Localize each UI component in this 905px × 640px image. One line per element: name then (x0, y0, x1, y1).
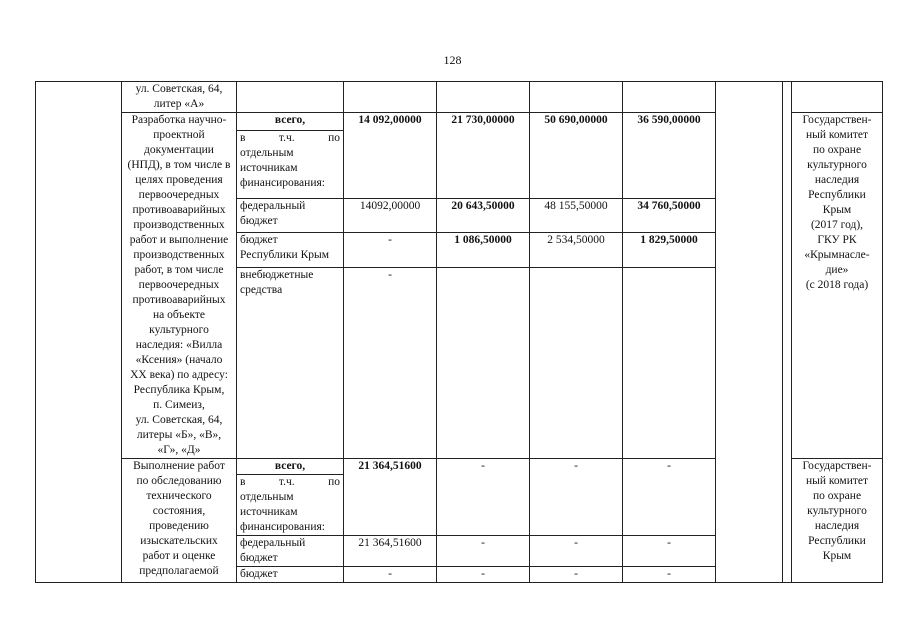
value-cell: 14092,00000 (344, 198, 437, 233)
source-label-incl: в т.ч. по отдельным источникам финансирования: (237, 475, 344, 536)
table-row (36, 82, 883, 113)
value-cell: 2 534,50000 (530, 233, 623, 268)
value-cell: - (530, 536, 623, 567)
source-label-budget: бюджет (237, 567, 344, 583)
value-cell: - (437, 567, 530, 583)
empty-first-column (36, 82, 122, 583)
value-cell: - (344, 567, 437, 583)
executor-cell-2: Государствен- ный комитет по охране культурного наследия Республики Крым (792, 459, 883, 583)
value-cell (530, 268, 623, 459)
value-cell: - (530, 459, 623, 536)
value-cell: 1 829,50000 (623, 233, 716, 268)
value-cell: - (437, 459, 530, 536)
value-cell (437, 268, 530, 459)
measure-description-2: Выполнение работ по обследованию технического состояния, проведению изыскательских работ и оценке предполагаемой (122, 459, 237, 583)
value-cell: - (530, 567, 623, 583)
executor-cell-top (792, 82, 883, 113)
source-label-federal: федеральный бюджет (237, 198, 344, 233)
value-cell: 1 086,50000 (437, 233, 530, 268)
value-cell: - (437, 536, 530, 567)
source-label-total: всего, (237, 459, 344, 475)
source-label-incl: в т.ч. по отдельным источникам финансирования: (237, 130, 344, 198)
empty-column (716, 82, 783, 583)
value-cell: 21 364,51600 (344, 459, 437, 536)
value-cell: 36 590,00000 (623, 113, 716, 199)
page-number: 128 (443, 53, 462, 67)
value-cell: - (623, 567, 716, 583)
value-cell: 14 092,00000 (344, 113, 437, 199)
value-cell: 20 643,50000 (437, 198, 530, 233)
measure-description-1: Разработка научно- проектной документации (НПД), в том числе в целях проведения первоочередных противоаварийных производственных работ и выполнение производственных работ, в том числе первоочередных противоаварийных на объекте культурного наследия: «Вилла «Ксения» (начало XX века) по адресу: Республика Крым, п. Симеиз, ул. Советская, 64, литеры «Б», «В», «Г», «Д» (122, 113, 237, 459)
value-cell: 34 760,50000 (623, 198, 716, 233)
value-cell: 50 690,00000 (530, 113, 623, 199)
value-cell: - (344, 233, 437, 268)
address-cell: ул. Советская, 64, литер «А» (122, 82, 237, 113)
value-cell: 48 155,50000 (530, 198, 623, 233)
source-label-extra: внебюджетные средства (237, 268, 344, 459)
value-cell: 21 730,00000 (437, 113, 530, 199)
value-cell: - (344, 268, 437, 459)
value-cell: 21 364,51600 (344, 536, 437, 567)
source-label-federal: федеральный бюджет (237, 536, 344, 567)
source-label-crimea: бюджет Республики Крым (237, 233, 344, 268)
value-cell: - (623, 459, 716, 536)
value-cell: - (623, 536, 716, 567)
program-table (35, 81, 883, 583)
executor-cell-1: Государствен- ный комитет по охране культурного наследия Республики Крым (2017 год), ГКУ РК «Крымнасле- дие» (с 2018 года) (792, 113, 883, 459)
source-label-total: всего, (237, 113, 344, 131)
value-cell (623, 268, 716, 459)
